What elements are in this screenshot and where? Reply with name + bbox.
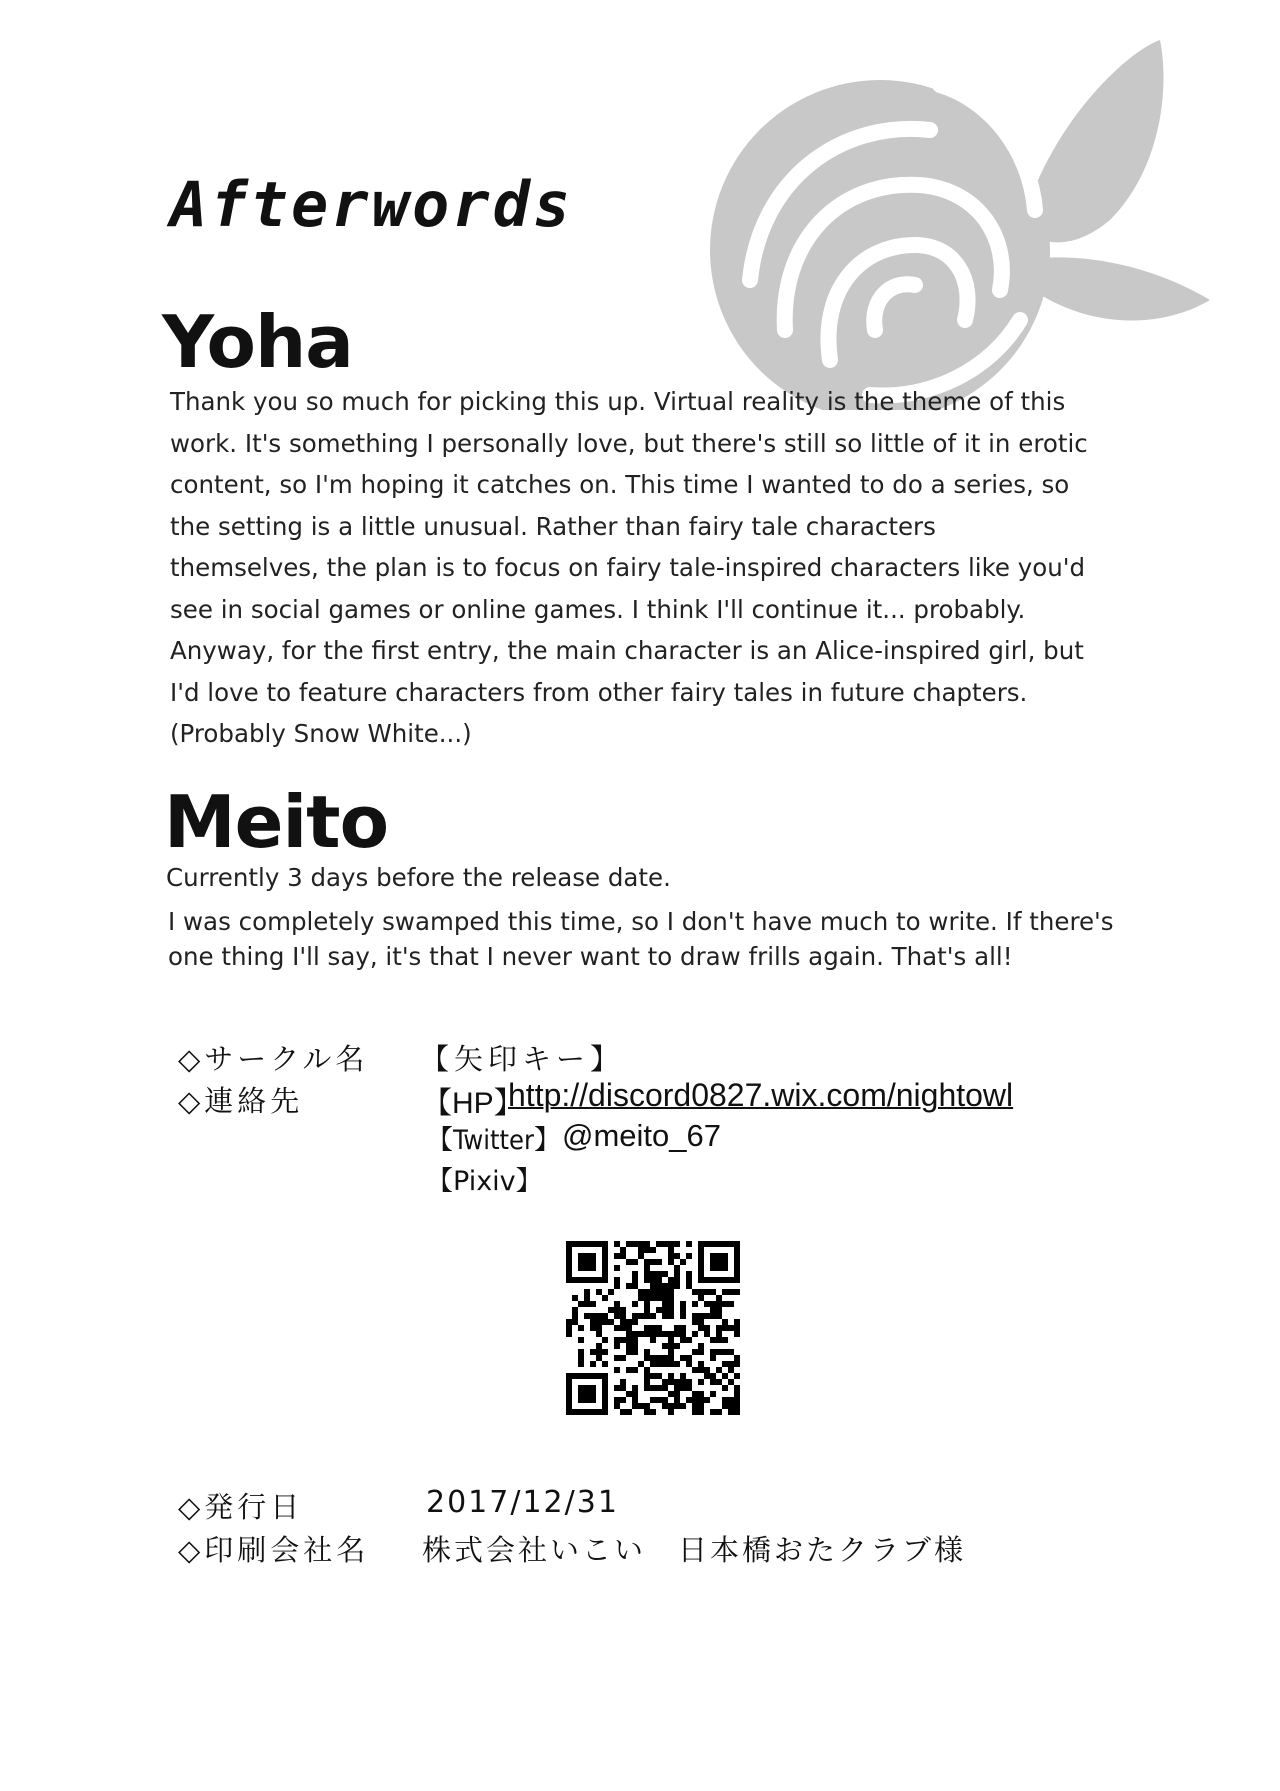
rose-icon [690, 30, 1230, 410]
twitter-handle: @meito_67 [562, 1118, 721, 1153]
hp-link[interactable]: http://discord0827.wix.com/nightowl [508, 1077, 1014, 1113]
release-date-label: ◇発行日 [178, 1490, 304, 1524]
yoha-message [170, 381, 1088, 755]
yoha-line: (Probably Snow White...) [170, 719, 472, 748]
yoha-line: the setting is a little unusual. Rather than fairy tale characters [170, 511, 936, 541]
pixiv-tag: 【Pixiv】 [426, 1166, 543, 1197]
yoha-line: Anyway, for the first entry, the main character is an Alice-inspired girl, but [170, 636, 1084, 665]
qr-code-icon [566, 1241, 740, 1415]
yoha-line: I'd love to feature characters from other fairy tales in future chapters. [170, 677, 1028, 707]
release-date-value: 2017/12/31 [426, 1485, 619, 1520]
twitter-tag: 【Twitter】 [426, 1125, 561, 1156]
meito-line: Currently 3 days before the release date. [166, 863, 671, 892]
yoha-line: work. It's something I personally love, but there's still so little of it in erotic [170, 428, 1088, 458]
yoha-line: themselves, the plan is to focus on fairy tale-inspired characters like you'd [170, 553, 1086, 582]
printer-value: 株式会社いこい 日本橋おたクラブ様 [422, 1533, 967, 1567]
meito-message [168, 904, 1114, 974]
hp-tag: 【HP】 [422, 1087, 524, 1120]
contact-label: ◇連絡先 [178, 1084, 304, 1118]
meito-line: I was completely swamped this time, so I don't have much to write. If there's [168, 907, 1114, 936]
circle-name-value: 【矢印キー】 [420, 1042, 625, 1076]
yoha-line: see in social games or online games. I think I'll continue it... probably. [170, 594, 1026, 624]
circle-name-label: ◇サークル名 [178, 1042, 369, 1076]
page-title: Afterwords [170, 168, 574, 241]
yoha-heading: Yoha [162, 300, 353, 384]
printer-label: ◇印刷会社名 [178, 1533, 370, 1567]
meito-line: one thing I'll say, it's that I never want to draw frills again. That's all! [168, 942, 1013, 971]
yoha-line: Thank you so much for picking this up. Virtual reality is the theme of this [170, 387, 1066, 416]
meito-heading: Meito [164, 780, 389, 864]
yoha-line: content, so I'm hoping it catches on. This time I wanted to do a series, so [170, 470, 1070, 499]
